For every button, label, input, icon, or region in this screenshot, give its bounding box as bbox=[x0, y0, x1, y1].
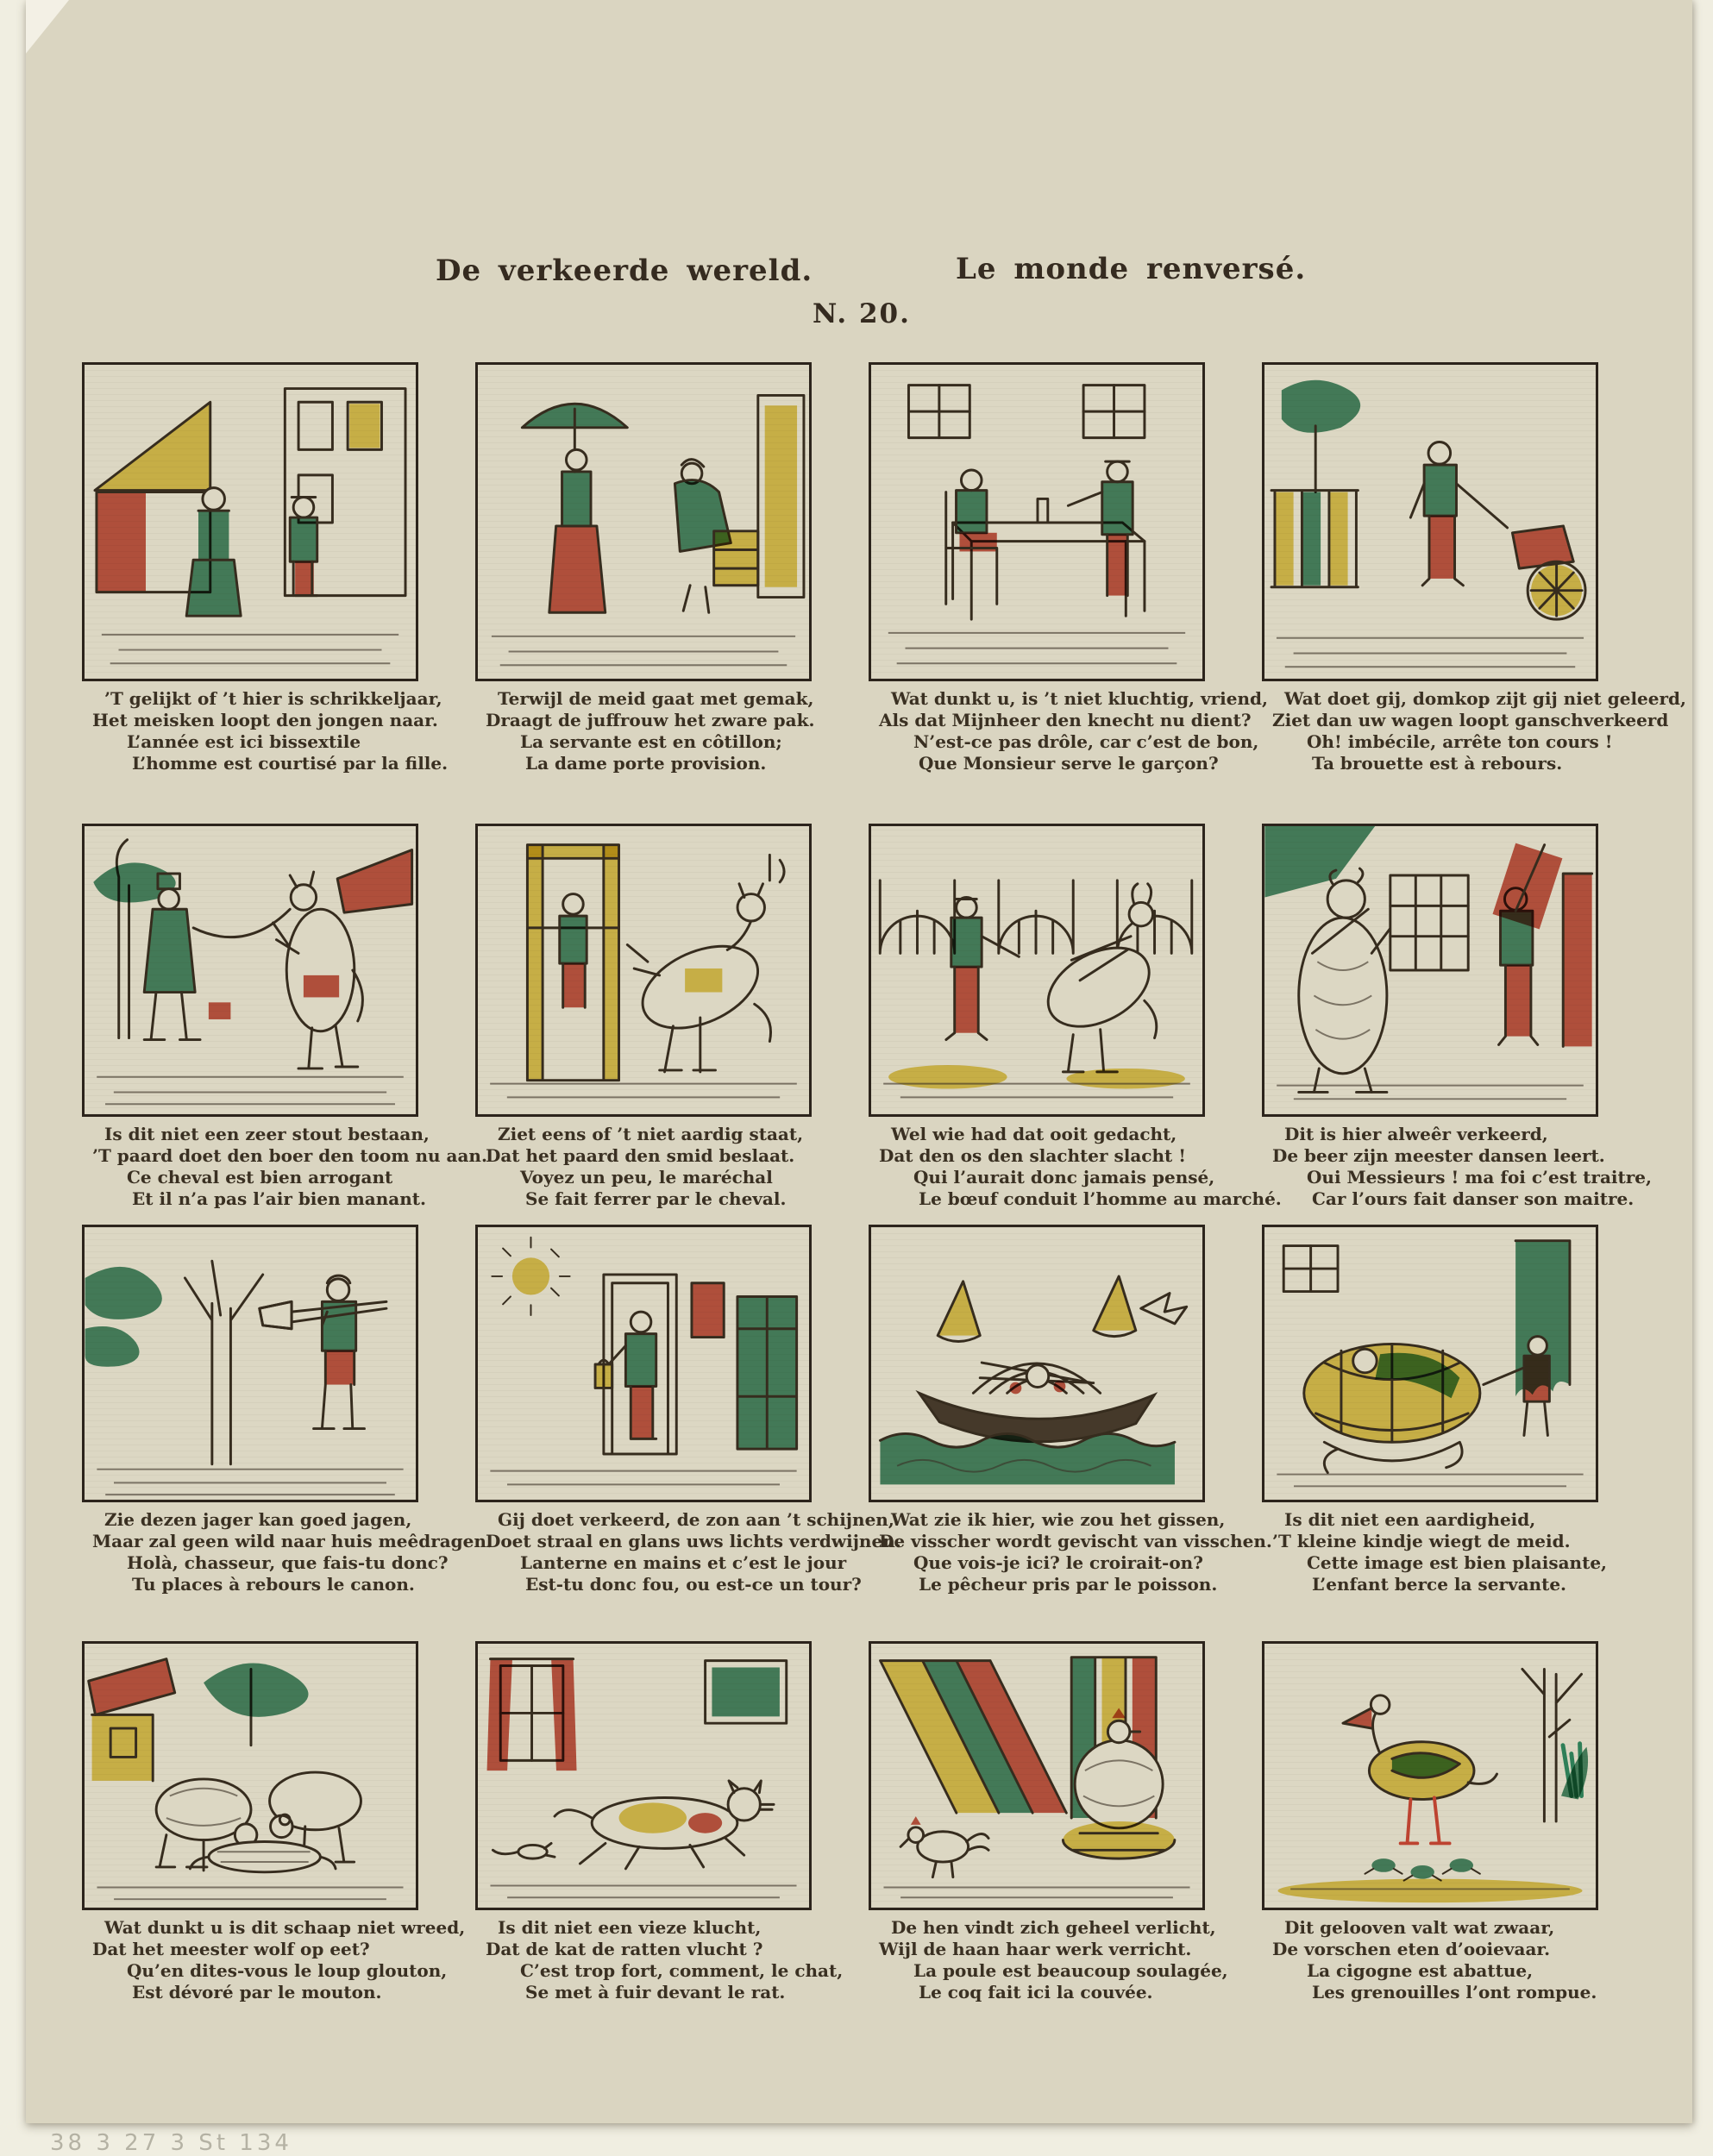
caption-line: De vorschen eten d’ooievaar. bbox=[1272, 1939, 1551, 1959]
panel-16 bbox=[1262, 1641, 1598, 2003]
caption-line: Lanterne en mains et c’est le jour bbox=[520, 1552, 847, 1573]
panel-8 bbox=[1262, 824, 1652, 1210]
leap-year-courtship-illustration bbox=[82, 362, 418, 681]
panel-10 bbox=[475, 1225, 901, 1595]
caption-line: Zie dezen jager kan goed jagen, bbox=[104, 1509, 412, 1530]
row-3 bbox=[82, 1225, 1608, 1595]
caption-line: Wel wie had dat ooit gedacht, bbox=[891, 1124, 1177, 1144]
master-serves-servant-illustration bbox=[869, 362, 1205, 681]
caption-line: Is dit niet een zeer stout bestaan, bbox=[104, 1124, 430, 1144]
title-dutch: De verkeerde wereld. bbox=[436, 254, 813, 288]
caption-line: De visscher wordt gevischt van visschen. bbox=[879, 1531, 1272, 1551]
caption-line: Qu’en dites-vous le loup glouton, bbox=[127, 1960, 448, 1981]
caption-line: ’T kleine kindje wiegt de meid. bbox=[1272, 1531, 1571, 1551]
caption-line: Is dit niet een aardigheid, bbox=[1284, 1509, 1536, 1530]
caption-line: Terwijl de meid gaat met gemak, bbox=[498, 688, 814, 709]
lady-carries-pack-illustration bbox=[475, 362, 812, 681]
panel-1 bbox=[82, 362, 449, 774]
panel-5 bbox=[82, 824, 487, 1210]
panel-3-caption bbox=[869, 688, 1268, 774]
caption-line: Dit is hier alweêr verkeerd, bbox=[1284, 1124, 1548, 1144]
sheep-devour-wolf-illustration bbox=[82, 1641, 418, 1910]
caption-line: Wat dunkt u, is ’t niet kluchtig, vriend, bbox=[891, 688, 1268, 709]
caption-line: Le pêcheur pris par le poisson. bbox=[919, 1574, 1218, 1595]
caption-line: Tu places à rebours le canon. bbox=[132, 1574, 415, 1595]
panel-3 bbox=[869, 362, 1268, 774]
caption-line: De hen vindt zich geheel verlicht, bbox=[891, 1917, 1216, 1938]
caption-line: Est-tu donc fou, ou est-ce un tour? bbox=[525, 1574, 862, 1595]
caption-line: L’homme est courtisé par la fille. bbox=[132, 753, 449, 774]
caption-line: Que vois-je ici? le croirait-on? bbox=[913, 1552, 1203, 1573]
panel-12-caption bbox=[1262, 1509, 1608, 1595]
caption-line: Qui l’aurait donc jamais pensé, bbox=[913, 1167, 1215, 1188]
caption-line: Ziet eens of ’t niet aardig staat, bbox=[498, 1124, 804, 1144]
bear-teaches-master-illustration bbox=[1262, 824, 1598, 1117]
caption-line: Cette image est bien plaisante, bbox=[1307, 1552, 1608, 1573]
panel-5-caption bbox=[82, 1124, 487, 1210]
panel-1-caption bbox=[82, 688, 449, 774]
panel-16-caption bbox=[1262, 1917, 1598, 2003]
caption-line: Dat het meester wolf op eet? bbox=[92, 1939, 370, 1959]
caption-line: Que Monsieur serve le garçon? bbox=[919, 753, 1219, 774]
panel-6-caption bbox=[475, 1124, 812, 1210]
caption-line: Le coq fait ici la couvée. bbox=[919, 1982, 1153, 2002]
horse-bridles-farmer-illustration bbox=[82, 824, 418, 1117]
panel-7 bbox=[869, 824, 1282, 1210]
panel-2 bbox=[475, 362, 815, 774]
panel-10-caption bbox=[475, 1509, 901, 1595]
panel-4 bbox=[1262, 362, 1686, 774]
panel-12 bbox=[1262, 1225, 1608, 1595]
caption-line: Als dat Mijnheer den knecht nu dient? bbox=[879, 710, 1252, 730]
lantern-in-daylight-illustration bbox=[475, 1225, 812, 1502]
panel-15-caption bbox=[869, 1917, 1228, 2003]
caption-line: Oh! imbécile, arrête ton cours ! bbox=[1307, 731, 1613, 752]
folded-corner bbox=[26, 0, 69, 53]
caption-line: La dame porte provision. bbox=[525, 753, 767, 774]
panel-9-caption bbox=[82, 1509, 493, 1595]
panel-8-caption bbox=[1262, 1124, 1652, 1210]
caption-line: Dat de kat de ratten vlucht ? bbox=[486, 1939, 763, 1959]
caption-line: La poule est beaucoup soulagée, bbox=[913, 1960, 1228, 1981]
cat-flees-rat-illustration bbox=[475, 1641, 812, 1910]
panel-11-caption bbox=[869, 1509, 1272, 1595]
wheelbarrow-backwards-illustration bbox=[1262, 362, 1598, 681]
caption-line: L’année est ici bissextile bbox=[127, 731, 361, 752]
row-4 bbox=[82, 1641, 1598, 2003]
panel-4-caption bbox=[1262, 688, 1686, 774]
frogs-eat-stork-illustration bbox=[1262, 1641, 1598, 1910]
panel-14-caption bbox=[475, 1917, 844, 2003]
caption-line: C’est trop fort, comment, le chat, bbox=[520, 1960, 844, 1981]
caption-line: Draagt de juffrouw het zware pak. bbox=[486, 710, 815, 730]
print-sheet bbox=[26, 0, 1692, 2123]
rooster-broods-illustration bbox=[869, 1641, 1205, 1910]
title-french: Le monde renversé. bbox=[956, 252, 1307, 286]
caption-line: Car l’ours fait danser son maitre. bbox=[1312, 1188, 1635, 1209]
panel-14 bbox=[475, 1641, 844, 2003]
caption-line: Gij doet verkeerd, de zon aan ’t schijnen, bbox=[498, 1509, 894, 1530]
caption-line: ’T gelijkt of ’t hier is schrikkeljaar, bbox=[104, 688, 442, 709]
caption-line: ’T paard doet den boer den toom nu aan. bbox=[92, 1145, 487, 1166]
caption-line: Maar zal geen wild naar huis meêdragen. bbox=[92, 1531, 493, 1551]
caption-line: La servante est en côtillon; bbox=[520, 731, 782, 752]
panel-11 bbox=[869, 1225, 1272, 1595]
caption-line: Wat dunkt u is dit schaap niet wreed, bbox=[104, 1917, 466, 1938]
caption-line: Ta brouette est à rebours. bbox=[1312, 753, 1563, 774]
caption-line: Doet straal en glans uws lichts verdwijnen. bbox=[486, 1531, 901, 1551]
caption-line: Is dit niet een vieze klucht, bbox=[498, 1917, 762, 1938]
panel-15 bbox=[869, 1641, 1228, 2003]
caption-line: Wat doet gij, domkop zijt gij niet geleerd, bbox=[1284, 688, 1686, 709]
caption-line: Ce cheval est bien arrogant bbox=[127, 1167, 393, 1188]
hunter-gun-backwards-illustration bbox=[82, 1225, 418, 1502]
panel-13-caption bbox=[82, 1917, 466, 2003]
panel-13 bbox=[82, 1641, 466, 2003]
caption-line: De beer zijn meester dansen leert. bbox=[1272, 1145, 1605, 1166]
caption-line: L’enfant berce la servante. bbox=[1312, 1574, 1566, 1595]
panel-9 bbox=[82, 1225, 493, 1595]
caption-line: Et il n’a pas l’air bien manant. bbox=[132, 1188, 426, 1209]
caption-line: Les grenouilles l’ont rompue. bbox=[1312, 1982, 1597, 2002]
caption-line: Holà, chasseur, que fais-tu donc? bbox=[127, 1552, 449, 1573]
caption-line: Wijl de haan haar werk verricht. bbox=[879, 1939, 1192, 1959]
horse-shoes-smith-illustration bbox=[475, 824, 812, 1117]
child-rocks-maid-illustration bbox=[1262, 1225, 1598, 1502]
caption-line: La cigogne est abattue, bbox=[1307, 1960, 1534, 1981]
panel-7-caption bbox=[869, 1124, 1282, 1210]
fish-catch-fisherman-illustration bbox=[869, 1225, 1205, 1502]
caption-line: Dat den os den slachter slacht ! bbox=[879, 1145, 1187, 1166]
caption-line: Ziet dan uw wagen loopt ganschverkeerd bbox=[1272, 710, 1669, 730]
caption-line: Wat zie ik hier, wie zou het gissen, bbox=[891, 1509, 1226, 1530]
caption-line: Le bœuf conduit l’homme au marché. bbox=[919, 1188, 1282, 1209]
caption-line: Het meisken loopt den jongen naar. bbox=[92, 710, 438, 730]
caption-line: Se met à fuir devant le rat. bbox=[525, 1982, 786, 2002]
row-2 bbox=[82, 824, 1652, 1210]
panel-2-caption bbox=[475, 688, 815, 774]
caption-line: Se fait ferrer par le cheval. bbox=[525, 1188, 787, 1209]
caption-line: Oui Messieurs ! ma foi c’est traitre, bbox=[1307, 1167, 1652, 1188]
ox-leads-butcher-illustration bbox=[869, 824, 1205, 1117]
row-1 bbox=[82, 362, 1686, 774]
print-number: N. 20. bbox=[813, 298, 911, 329]
caption-line: Dit gelooven valt wat zwaar, bbox=[1284, 1917, 1555, 1938]
pencil-inscription: 38 3 27 3 St 134 bbox=[50, 2130, 292, 2156]
caption-line: N’est-ce pas drôle, car c’est de bon, bbox=[913, 731, 1259, 752]
panel-6 bbox=[475, 824, 812, 1210]
caption-line: Voyez un peu, le maréchal bbox=[520, 1167, 773, 1188]
caption-line: Est dévoré par le mouton. bbox=[132, 1982, 382, 2002]
caption-line: Dat het paard den smid beslaat. bbox=[486, 1145, 795, 1166]
